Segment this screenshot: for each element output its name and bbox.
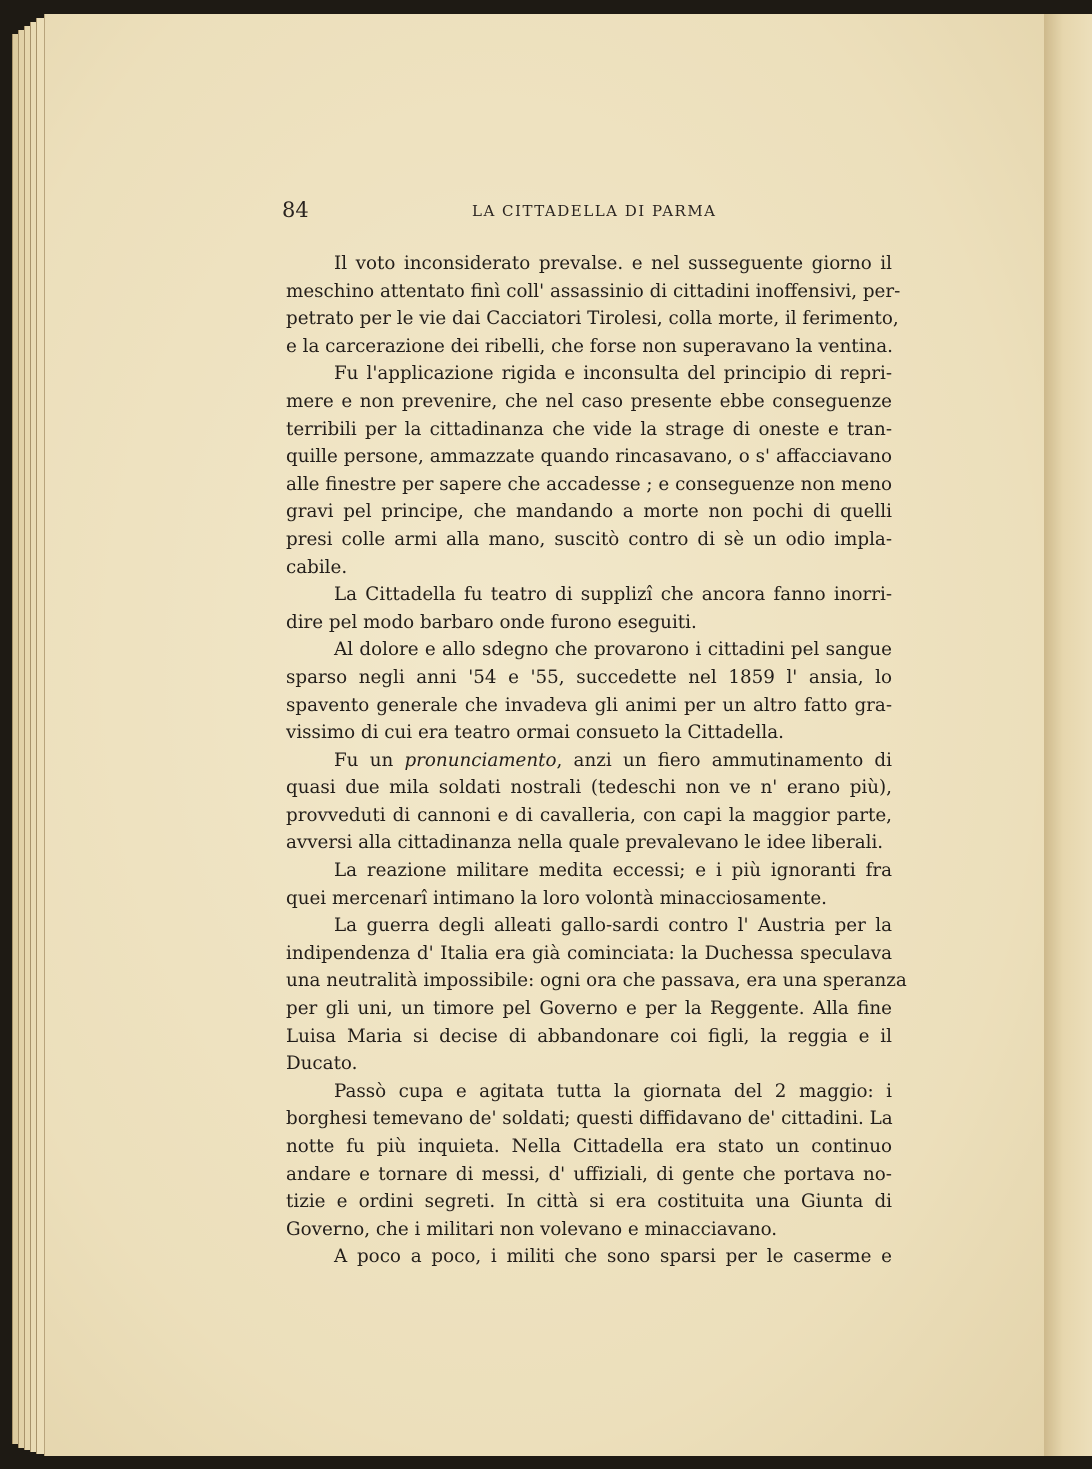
text-line: gravi pel principe, che mandando a morte non pochi di quelli: [286, 501, 892, 523]
text-line: provveduti di cannoni e di cavalleria, con capi la maggior parte,: [286, 804, 892, 826]
italic-term: pronunciamento: [404, 749, 557, 771]
text-line: borghesi temevano de' soldati; questi diffidavano de' cittadini. La: [286, 1108, 893, 1130]
paragraph: [286, 1078, 892, 1244]
text-line: una neutralità impossibile: ogni ora che passava, era una speranza: [286, 970, 907, 992]
text-line: Passò cupa e agitata tutta la giornata del 2 maggio: i: [334, 1080, 892, 1102]
book-gutter: [1044, 14, 1092, 1456]
text-line: andare e tornare di messi, d' uffiziali, di gente che portava no-: [286, 1163, 892, 1185]
text-line: mere e non prevenire, che nel caso presente ebbe conseguenze: [286, 390, 892, 412]
text-line: Fu un pronunciamento, anzi un fiero ammutinamento di: [334, 749, 892, 771]
page-number: 84: [282, 198, 309, 222]
text-line: quasi due mila soldati nostrali (tedeschi non ve n' erano più),: [286, 777, 892, 799]
text-line: A poco a poco, i militi che sono sparsi per le caserme e: [334, 1246, 892, 1268]
text-line: presi colle armi alla mano, suscitò contro di sè un odio impla-: [286, 528, 892, 550]
paragraph: [286, 1243, 892, 1271]
text-line: Luisa Maria si decise di abbandonare coi figli, la reggia e il: [286, 1025, 892, 1047]
text-line: La guerra degli alleati gallo-sardi contro l' Austria per la: [334, 915, 892, 937]
paragraph: [286, 747, 892, 857]
text-line: quei mercenarî intimano la loro volontà minacciosamente.: [286, 887, 827, 909]
text-line: vissimo di cui era teatro ormai consueto la Cittadella.: [286, 722, 784, 744]
body-text: [286, 250, 907, 1271]
text-line: cabile.: [286, 556, 348, 578]
text-line: meschino attentato finì coll' assassinio di cittadini inoffensivi, per-: [286, 280, 901, 302]
text-line: Ducato.: [286, 1053, 358, 1075]
text-line: La Cittadella fu teatro di supplizî che ancora fanno inorri-: [334, 584, 892, 606]
text-line: Al dolore e allo sdegno che provarono i cittadini pel sangue: [334, 639, 892, 661]
paragraph: [286, 857, 892, 912]
text-line: Il voto inconsiderato prevalse. e nel susseguente giorno il: [334, 253, 892, 274]
text-line: Governo, che i militari non volevano e minacciavano.: [286, 1218, 778, 1240]
text-line: e la carcerazione dei ribelli, che forse non superavano la ventina.: [286, 335, 893, 357]
text-line: notte fu più inquieta. Nella Cittadella era stato un continuo: [286, 1136, 892, 1157]
text-line: spavento generale che invadeva gli animi per un altro fatto gra-: [286, 694, 892, 716]
text-line: dire pel modo barbaro onde furono eseguiti.: [286, 611, 697, 633]
text-line: sparso negli anni '54 e '55, succedette nel 1859 l' ansia, lo: [286, 666, 892, 688]
text-line: La reazione militare medita eccessi; e i più ignoranti fra: [334, 860, 892, 882]
paragraph: [286, 250, 901, 360]
text-line: alle finestre per sapere che accadesse ; e conseguenze non meno: [286, 473, 892, 495]
text-line: avversi alla cittadinanza nella quale prevalevano le idee liberali.: [286, 832, 884, 854]
text-line: per gli uni, un timore pel Governo e per la Reggente. Alla fine: [286, 998, 892, 1020]
paragraph: [286, 636, 892, 746]
text-line: petrato per le vie dai Cacciatori Tirolesi, colla morte, il ferimento,: [286, 308, 899, 330]
paragraph: [286, 912, 907, 1078]
text-line: Fu l'applicazione rigida e inconsulta del principio di repri-: [334, 363, 892, 385]
page-header: [282, 198, 892, 228]
paragraph: [286, 581, 892, 636]
text-line: tizie e ordini segreti. In città si era costituita una Giunta di: [286, 1191, 892, 1213]
text-line: indipendenza d' Italia era già cominciata: la Duchessa speculava: [286, 942, 892, 964]
text-line: terribili per la cittadinanza che vide la strage di oneste e tran-: [286, 418, 892, 440]
text-line: quille persone, ammazzate quando rincasavano, o s' affacciavano: [286, 446, 892, 468]
paragraph: [286, 360, 892, 581]
running-head: LA CITTADELLA DI PARMA: [472, 202, 717, 220]
